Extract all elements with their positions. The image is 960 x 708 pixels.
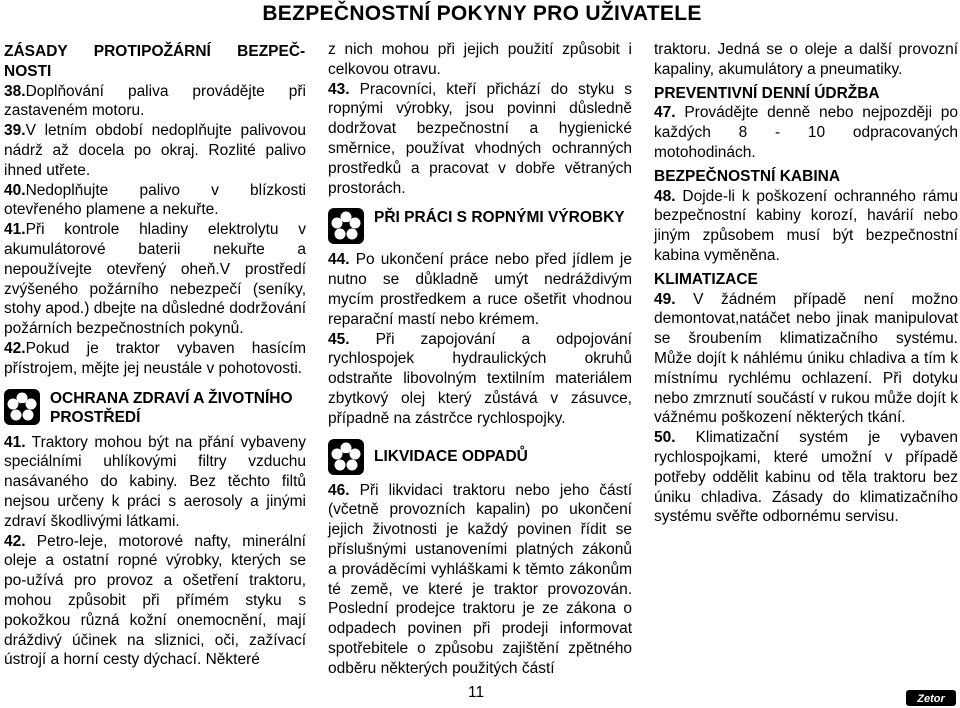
number-39: 39. (4, 122, 26, 140)
text-47: Provádějte denně nebo nejpozději po každých 8 - 10 odpracovaných motohodinách. (654, 104, 958, 161)
paragraph-38 (4, 82, 306, 122)
paragraph-42a (4, 339, 306, 379)
page-header: BEZPEČNOSTNÍ POKYNY PRO UŽIVATELE (262, 2, 702, 25)
text-42a: Pokud je traktor vybaven hasícím přístrojem, mějte jej neustále v pohotovosti. (4, 339, 306, 377)
heading-maintenance: PREVENTIVNÍ DENNÍ ÚDRŽBA (654, 84, 880, 102)
number-49: 49. (654, 290, 676, 308)
number-43: 43. (328, 80, 350, 98)
number-42a: 42. (4, 339, 26, 357)
paragraph-39 (4, 121, 306, 180)
text-49: V žádném případě není možno demontovat,natáčet nebo jinak manipulovat se šroubením klimatizačního systému. Může dojít k náhlému úniku chladiva a tím k místnímu rychlému ochlazení. Při dotyku nebo zmrznutí součástí v rukou může dojít k vážnému poškození některých tkání. (654, 290, 959, 427)
paragraph-45 (328, 330, 632, 429)
column-1 (4, 42, 306, 670)
column-2 (328, 40, 632, 679)
number-44: 44. (328, 251, 350, 269)
heading-aircon: KLIMATIZACE (654, 270, 758, 288)
number-45: 45. (328, 330, 350, 348)
heading-waste-text: LIKVIDACE ODPADŮ (374, 447, 528, 465)
heading-cab: BEZPEČNOSTNÍ KABINA (654, 167, 841, 185)
page-number: 11 (468, 684, 485, 701)
paragraph-46 (328, 481, 632, 679)
number-42b: 42. (4, 532, 26, 550)
heading-fire-line1: ZÁSADY PROTIPOŽÁRNÍ BEZPEČ- (4, 43, 306, 60)
section-heading-health (4, 389, 306, 427)
paragraph-43 (328, 80, 632, 199)
number-50: 50. (654, 429, 676, 447)
paragraph-50 (654, 428, 958, 527)
flower-warning-icon (328, 439, 364, 475)
text-50: Klimatizační systém je vybaven rychlospojkami, které umožní v případě potřeby oddělit kabinu od těla traktoru bez úniku chladiva. Zásady do klimatizačního systému svěřte odbornému servisu. (654, 429, 958, 526)
flower-warning-icon (328, 208, 364, 244)
number-48: 48. (654, 187, 676, 205)
number-38: 38. (4, 82, 26, 100)
text-42b: Petro-leje, motorové nafty, minerální oleje a ostatní ropné výrobky, kterých se po-užívá pro provoz a ošetření traktoru, mohou způsobit při přímém styku s pokožkou různá kožní onemocnění, mají dráždivý účinek na sliznici, oči, zažívací ústrojí a horní cesty dýchací. Některé (4, 532, 306, 669)
number-47: 47. (654, 104, 676, 122)
number-41b: 41. (4, 433, 26, 451)
paragraph-44 (328, 250, 632, 329)
number-40: 40. (4, 181, 26, 199)
text-39: V letním období nedoplňujte palivovou nádrž až docela po okraj. Rozlité palivo ihned utřete. (4, 122, 306, 179)
text-40: Nedoplňujte palivo v blízkosti otevřeného plamene a nekuřte. (4, 181, 306, 219)
paragraph-41 (4, 220, 306, 339)
section-heading-oil (328, 208, 632, 244)
paragraph-48 (654, 187, 958, 266)
column-3 (654, 40, 958, 527)
number-46: 46. (328, 481, 350, 499)
text-43: Pracovníci, kteří přichází do styku s ropnými výrobky, jsou povinni důsledně dodržovat bezpečnostní a hygienické směrnice, používat vhodných ochranných prostředků a pracovat v dobře větraných prostorách. (328, 80, 632, 197)
heading-fire-line2: NOSTI (4, 62, 52, 80)
text-41: Při kontrole hladiny elektrolytu v akumulátorové baterii nekuřte a nepoužívejte otevřený oheň.V prostředí zvýšeného požárního nebezpečí (seníky, stohy apod.) dbejte na důsledné dodržování požárních bezpečnostních pokynů. (4, 221, 306, 338)
text-45: Při zapojování a odpojování rychlospojek hydraulických okruhů odstraňte libovolným textilním materiálem zbytkový olej který zůstává v zásuvce, případně na zástrčce rychlospojky. (328, 330, 632, 427)
paragraph-40 (4, 181, 306, 221)
flower-warning-icon (4, 389, 40, 425)
text-38: Doplňování paliva provádějte při zastaveném motoru. (4, 82, 306, 120)
heading-health-text: OCHRANA ZDRAVÍ A ŽIVOTNÍHO PROSTŘEDÍ (50, 389, 293, 426)
number-41: 41. (4, 221, 26, 239)
section-heading-fire (4, 42, 306, 62)
text-46: Při likvidaci traktoru nebo jeho částí (včetně provozních kapalin) po ukončení jejich životnosti je každý povinen řídit se příslušnými ustanoveními platných zákonů a prováděcími vyhláškami k těmto zákonům té země, ve které je traktor provozován. Poslední prodejce traktoru je ze zákona o odpadech povinen při prodeji informovat spotřebitele o způsobu zajištění zpětného odběru některých použitých částí (328, 481, 632, 677)
text-48: Dojde-li k poškození ochranného rámu bezpečnostní kabiny korozí, havárií nebo jiným způsobem musí být bezpečnostní kabina vyměněna. (654, 187, 958, 264)
section-heading-waste (328, 439, 632, 475)
paragraph-41b (4, 433, 306, 532)
text-44: Po ukončení práce nebo před jídlem je nutno se důkladně umýt nedráždivým mycím prostředkem a ruce ošetřit vhodnou reparační mastí nebo krémem. (328, 251, 632, 328)
paragraph-continued-3: traktoru. Jedná se o oleje a další provozní kapaliny, akumulátory a pneumatiky. (654, 41, 958, 78)
text-41b: Traktory mohou být na přání vybaveny speciálními uhlíkovými filtry vzduchu nasávaného do kabiny. Bez těchto filtů nejsou určeny k práci s aerosoly a jinými zdraví škodlivými látkami. (4, 433, 306, 530)
paragraph-47 (654, 103, 958, 162)
zetor-logo (906, 690, 956, 706)
paragraph-continued: z nich mohou při jejich použití způsobit i celkovou otravu. (328, 41, 632, 78)
paragraph-42b (4, 532, 306, 671)
paragraph-49 (654, 290, 958, 429)
logo-text: Zetor (917, 693, 945, 705)
heading-oil-text: PŘI PRÁCI S ROPNÝMI VÝROBKY (374, 209, 625, 227)
